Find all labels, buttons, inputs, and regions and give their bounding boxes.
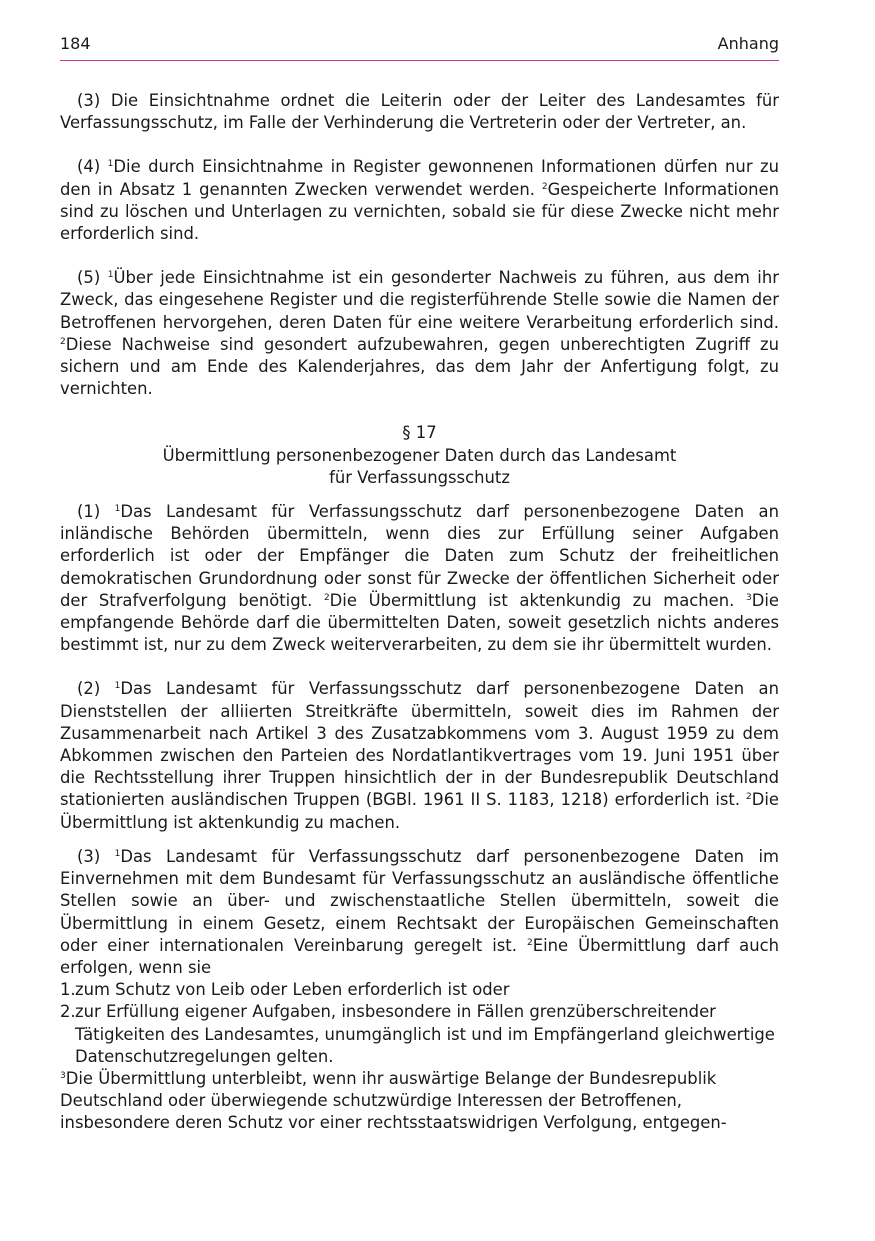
sentence-1: Das Landesamt für Verfassungsschutz darf personenbezogene Daten im Einvernehmen mit dem Bundesamt für Verfassungsschutz an ausländische öffentliche Stellen sowie an über- und zwischenstaatliche Stellen übermitteln, soweit die Übermittlung in einem Gesetz, einem Rechtsakt der Europäischen Gemeinschaften oder einer internationalen Vereinbarung geregelt ist. (60, 846, 779, 955)
paragraph-label: (1) (77, 502, 101, 522)
sentence-3: Die Übermittlung unterbleibt, wenn ihr auswärtige Belange der Bundesrepublik Deutschland oder überwiegende schutzwürdige Interessen der Betroffenen, insbesondere deren Schutz vor einer rechtsstaatswidrigen Verfolgung, entgegen- (60, 1068, 727, 1133)
list-number: 1. (60, 980, 76, 1000)
list-text: zum Schutz von Leib oder Leben erforderlich ist oder (75, 980, 510, 1000)
section-number: § 17 (402, 423, 437, 443)
paragraph-16-4: (4) $^1$Die durch Einsichtnahme in Register gewonnenen Informationen dürfen nur zu den in Absatz 1 genannten Zwecken verwendet werden. $^2$Gespeicherte Informationen sind zu löschen und Unterlagen zu vernichten, sobald sie für diese Zwecke nicht mehr erforderlich sind. (60, 157, 779, 244)
header-rule (60, 60, 779, 61)
paragraph-16-5: (5) $^1$Über jede Einsichtnahme ist ein gesonderter Nachweis zu führen, aus dem ihr Zweck, das eingesehene Register und die registerführende Stelle sowie die Namen der Betroffenen hervorgehen, deren Daten für eine weitere Verarbeitung erforderlich sind. $^2$Diese Nachweise sind gesondert aufzubewahren, gegen unberechtigten Zugriff zu sichern und am Ende des Kalenderjahres, das dem Jahr der Anfertigung folgt, zu vernichten. (60, 268, 779, 399)
sentence-2: Die Übermittlung ist aktenkundig zu machen. (60, 790, 779, 832)
running-header (60, 34, 779, 58)
paragraph-17-3: (3) $^1$Das Landesamt für Verfassungsschutz darf personenbezogene Daten im Einvernehmen mit dem Bundesamt für Verfassungsschutz an ausländische öffentliche Stellen sowie an über- und zwischenstaatliche Stellen übermitteln, soweit die Übermittlung in einem Gesetz, einem Rechtsakt der Europäischen Gemeinschaften oder einer internationalen Vereinbarung geregelt ist. $^2$Eine Übermittlung darf auch erfolgen, wenn sie (60, 846, 779, 977)
list-item (60, 1001, 779, 1068)
section-heading-line-2: für Verfassungsschutz (329, 467, 510, 487)
sentence-1: Die durch Einsichtnahme in Register gewonnenen Informationen dürfen nur zu den in Absatz 1 genannten Zwecken verwendet werden. (60, 157, 779, 199)
sentence-2: Gespeicherte Informationen sind zu löschen und Unterlagen zu vernichten, sobald sie für diese Zwecke nicht mehr erforderlich sind. (60, 179, 779, 244)
sentence-2: Diese Nachweise sind gesondert aufzubewahren, gegen unberechtigten Zugriff zu sichern und am Ende des Kalenderjahres, das dem Jahr der Anfertigung folgt, zu vernichten. (60, 334, 779, 399)
sentence-1: Das Landesamt für Verfassungsschutz darf personenbezogene Daten an Dienststellen der alliierten Streitkräfte übermitteln, soweit dies im Rahmen der Zusammenarbeit nach Artikel 3 des Zusatzabkommens vom 3. August 1959 zu dem Abkommen zwischen den Parteien des Nordatlantikvertrages vom 19. Juni 1951 über die Rechtsstellung ihrer Truppen hinsichtlich der in der Bundesrepublik Deutschland stationierten ausländischen Truppen (BGBl. 1961 II S. 1183, 1218) erforderlich ist. (60, 679, 779, 810)
page-number: 184 (60, 34, 91, 53)
paragraph-text: Die Einsichtnahme ordnet die Leiterin oder der Leiter des Landesamtes für Verfassungsschutz, im Falle der Verhinderung die Vertreterin oder der Vertreter, an. (60, 91, 779, 133)
sentence-1: Das Landesamt für Verfassungsschutz darf personenbezogene Daten an inländische Behörden übermitteln, wenn dies zur Erfüllung seiner Aufgaben erforderlich ist oder der Empfänger die Daten zum Schutz der freiheitlichen demokratischen Grundordnung oder sonst für Zwecke der öffentlichen Sicherheit oder der Strafverfolgung benötigt. (60, 502, 779, 610)
list-number: 2. (60, 1002, 76, 1022)
paragraph-label: (3) (77, 91, 101, 110)
sentence-1: Über jede Einsichtnahme ist ein gesonderter Nachweis zu führen, aus dem ihr Zweck, das eingesehene Register und die registerführende Stelle sowie die Namen der Betroffenen hervorgehen, deren Daten für eine weitere Verarbeitung erforderlich sind. (60, 268, 779, 332)
paragraph-16-3 (60, 90, 779, 134)
condition-list (60, 979, 779, 1068)
section-heading-line-1: Übermittlung personenbezogener Daten durch das Landesamt (162, 445, 677, 465)
paragraph-label: (5) (77, 268, 101, 288)
list-item (60, 979, 779, 1001)
sentence-3: Die empfangende Behörde darf die übermittelten Daten, soweit gesetzlich nichts anderes bestimmt ist, nur zu dem Zweck weiterverarbeiten, zu dem sie ihr übermittelt wurden. (60, 590, 779, 655)
section-title: Anhang (717, 34, 779, 53)
page-body (60, 90, 779, 1135)
paragraph-17-3-continuation: $^3$Die Übermittlung unterbleibt, wenn ihr auswärtige Belange der Bundesrepublik Deutschland oder überwiegende schutzwürdige Interessen der Betroffenen, insbesondere deren Schutz vor einer rechtsstaatswidrigen Verfolgung, entgegen- (60, 1068, 727, 1133)
paragraph-label: (3) (77, 846, 101, 866)
paragraph-label: (2) (77, 679, 101, 699)
paragraph-17-2: (2) $^1$Das Landesamt für Verfassungsschutz darf personenbezogene Daten an Dienststellen der alliierten Streitkräfte übermitteln, soweit dies im Rahmen der Zusammenarbeit nach Artikel 3 des Zusatzabkommens vom 3. August 1959 zu dem Abkommen zwischen den Parteien des Nordatlantikvertrages vom 19. Juni 1951 über die Rechtsstellung ihrer Truppen hinsichtlich der in der Bundesrepublik Deutschland stationierten ausländischen Truppen (BGBl. 1961 II S. 1183, 1218) erforderlich ist. $^2$Die Übermittlung ist aktenkundig zu machen. (60, 679, 779, 832)
sentence-2: Die Übermittlung ist aktenkundig zu machen. (329, 590, 735, 610)
sentence-2: Eine Übermittlung darf auch erfolgen, wenn sie (60, 935, 779, 977)
paragraph-17-1: (1) $^1$Das Landesamt für Verfassungsschutz darf personenbezogene Daten an inländische Behörden übermitteln, wenn dies zur Erfüllung seiner Aufgaben erforderlich ist oder der Empfänger die Daten zum Schutz der freiheitlichen demokratischen Grundordnung oder sonst für Zwecke der öffentlichen Sicherheit oder der Strafverfolgung benötigt. $^2$Die Übermittlung ist aktenkundig zu machen. $^3$Die empfangende Behörde darf die übermittelten Daten, soweit gesetzlich nichts anderes bestimmt ist, nur zu dem Zweck weiterverarbeiten, zu dem sie ihr übermittelt wurden. (60, 502, 779, 655)
list-text: zur Erfüllung eigener Aufgaben, insbesondere in Fällen grenzüberschreitender Tätigkeiten des Landesamtes, unumgänglich ist und im Empfängerland gleichwertige Datenschutzregelungen gelten. (75, 1002, 775, 1066)
paragraph-label: (4) (77, 157, 101, 177)
